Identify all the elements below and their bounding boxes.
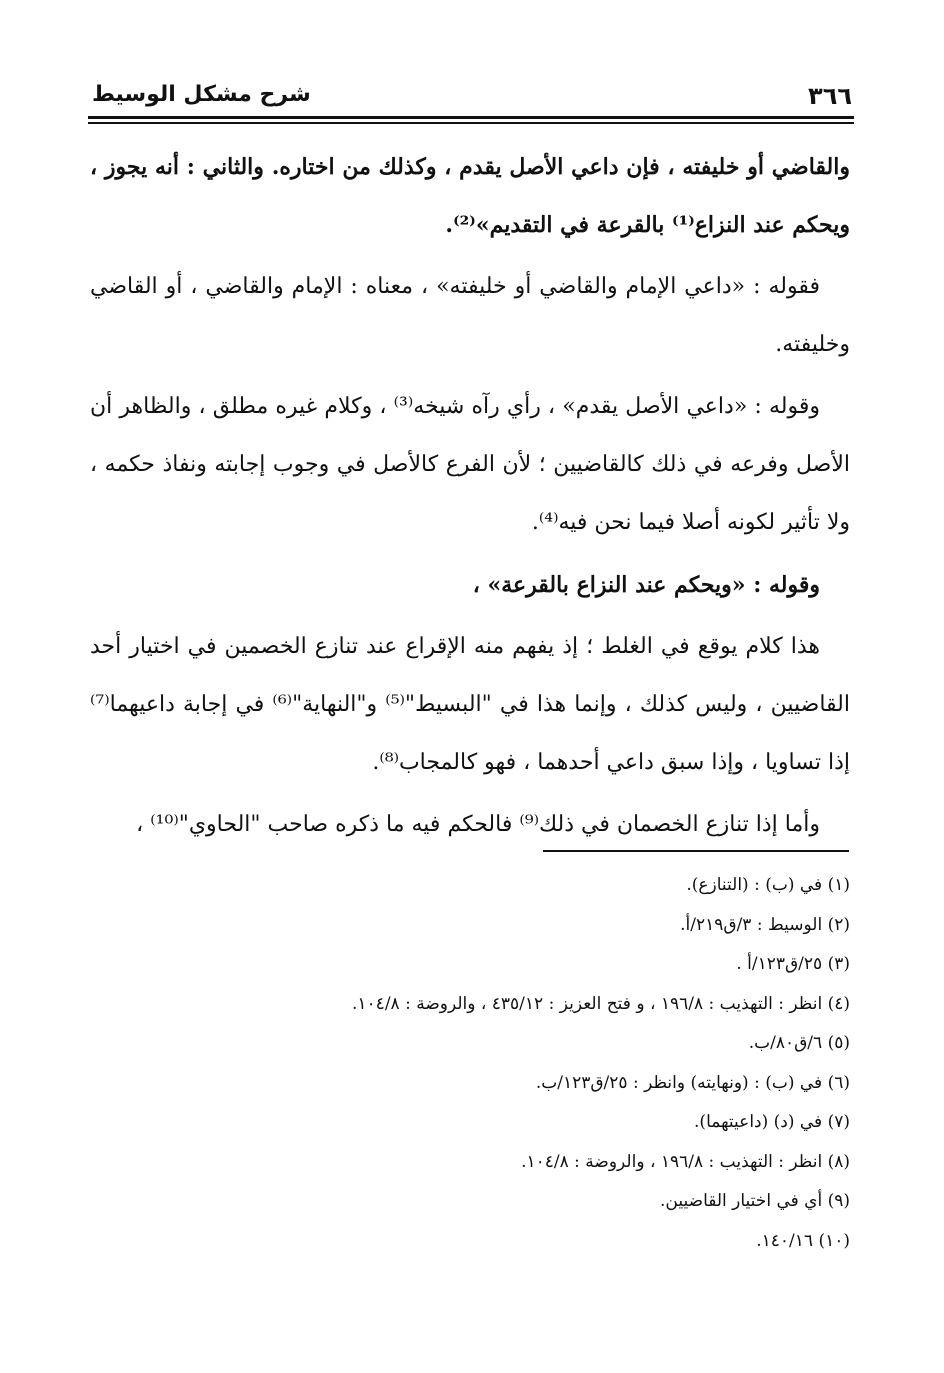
paragraph-quote-heading: وقوله : «ويحكم عند النزاع بالقرعة» ، [472, 572, 820, 598]
paragraph: وأما إذا تنازع الخصمان في ذلك⁽⁹⁾ فالحكم فيه ما ذكره صاحب "الحاوي"⁽¹⁰⁾ ، [136, 812, 820, 837]
footnotes [90, 866, 850, 1261]
page-number: ٣٦٦ [808, 82, 852, 110]
footnote: (٧) في (د) (داعيتهما). [694, 1112, 850, 1132]
footnote: (٦) في (ب) : (ونهايته) وانظر : ٢٥/ق١٢٣/ب. [535, 1072, 850, 1093]
footnote: (٣) ٢٥/ق١٢٣/أ . [736, 954, 850, 974]
footnote: (١٠) ١٤٠/١٦. [756, 1230, 850, 1251]
paragraph: هذا كلام يوقع في الغلط ؛ إذ يفهم منه الإقراع عند تنازع الخصمين في اختيار أحد القاضيين ، وليس كذلك ، وإنما هذا في "البسيط"⁽⁵⁾ و"النهاية"⁽⁶⁾ في إجابة داعيهما⁽⁷⁾ إذا تساويا ، وإذا سبق داعي أحدهما ، فهو كالمجاب⁽⁸⁾. [90, 634, 850, 775]
footnote: (٩) أي في اختيار القاضيين. [660, 1191, 850, 1211]
footnote-separator [543, 850, 849, 852]
footnote: (٥) ٦/ق٨٠/ب. [748, 1033, 850, 1053]
footnote: (٤) انظر : التهذيب : ١٩٦/٨ ، و فتح العزيز : ٤٣٥/١٢ ، والروضة : ١٠٤/٨. [352, 993, 850, 1014]
main-text [90, 138, 850, 858]
page-header [92, 82, 852, 110]
footnote: (٨) انظر : التهذيب : ١٩٦/٨ ، والروضة : ١٠٤/٨. [521, 1151, 850, 1172]
paragraph: والقاضي أو خليفته ، فإن داعي الأصل يقدم ، وكذلك من اختاره. والثاني : أنه يجوز ، ويحكم عند النزاع⁽¹⁾ بالقرعة في التقديم»⁽²⁾. [90, 154, 850, 238]
header-rule-thick [88, 116, 854, 119]
paragraph: فقوله : «داعي الإمام والقاضي أو خليفته» ، معناه : الإمام والقاضي ، أو القاضي وخليفته. [90, 274, 850, 357]
header-rule-thin [88, 122, 854, 124]
paragraph: وقوله : «داعي الأصل يقدم» ، رأي رآه شيخه⁽³⁾ ، وكلام غيره مطلق ، والظاهر أن الأصل وفرعه في ذلك كالقاضيين ؛ لأن الفرع كالأصل في وجوب إجابته ونفاذ حكمه ، ولا تأثير لكونه أصلا فيما نحن فيه⁽⁴⁾. [90, 394, 850, 535]
footnote: (١) في (ب) : (التنازع). [686, 875, 850, 895]
running-title: شرح مشكل الوسيط [92, 82, 311, 107]
footnote: (٢) الوسيط : ٣/ق٢١٩/أ. [680, 914, 850, 935]
